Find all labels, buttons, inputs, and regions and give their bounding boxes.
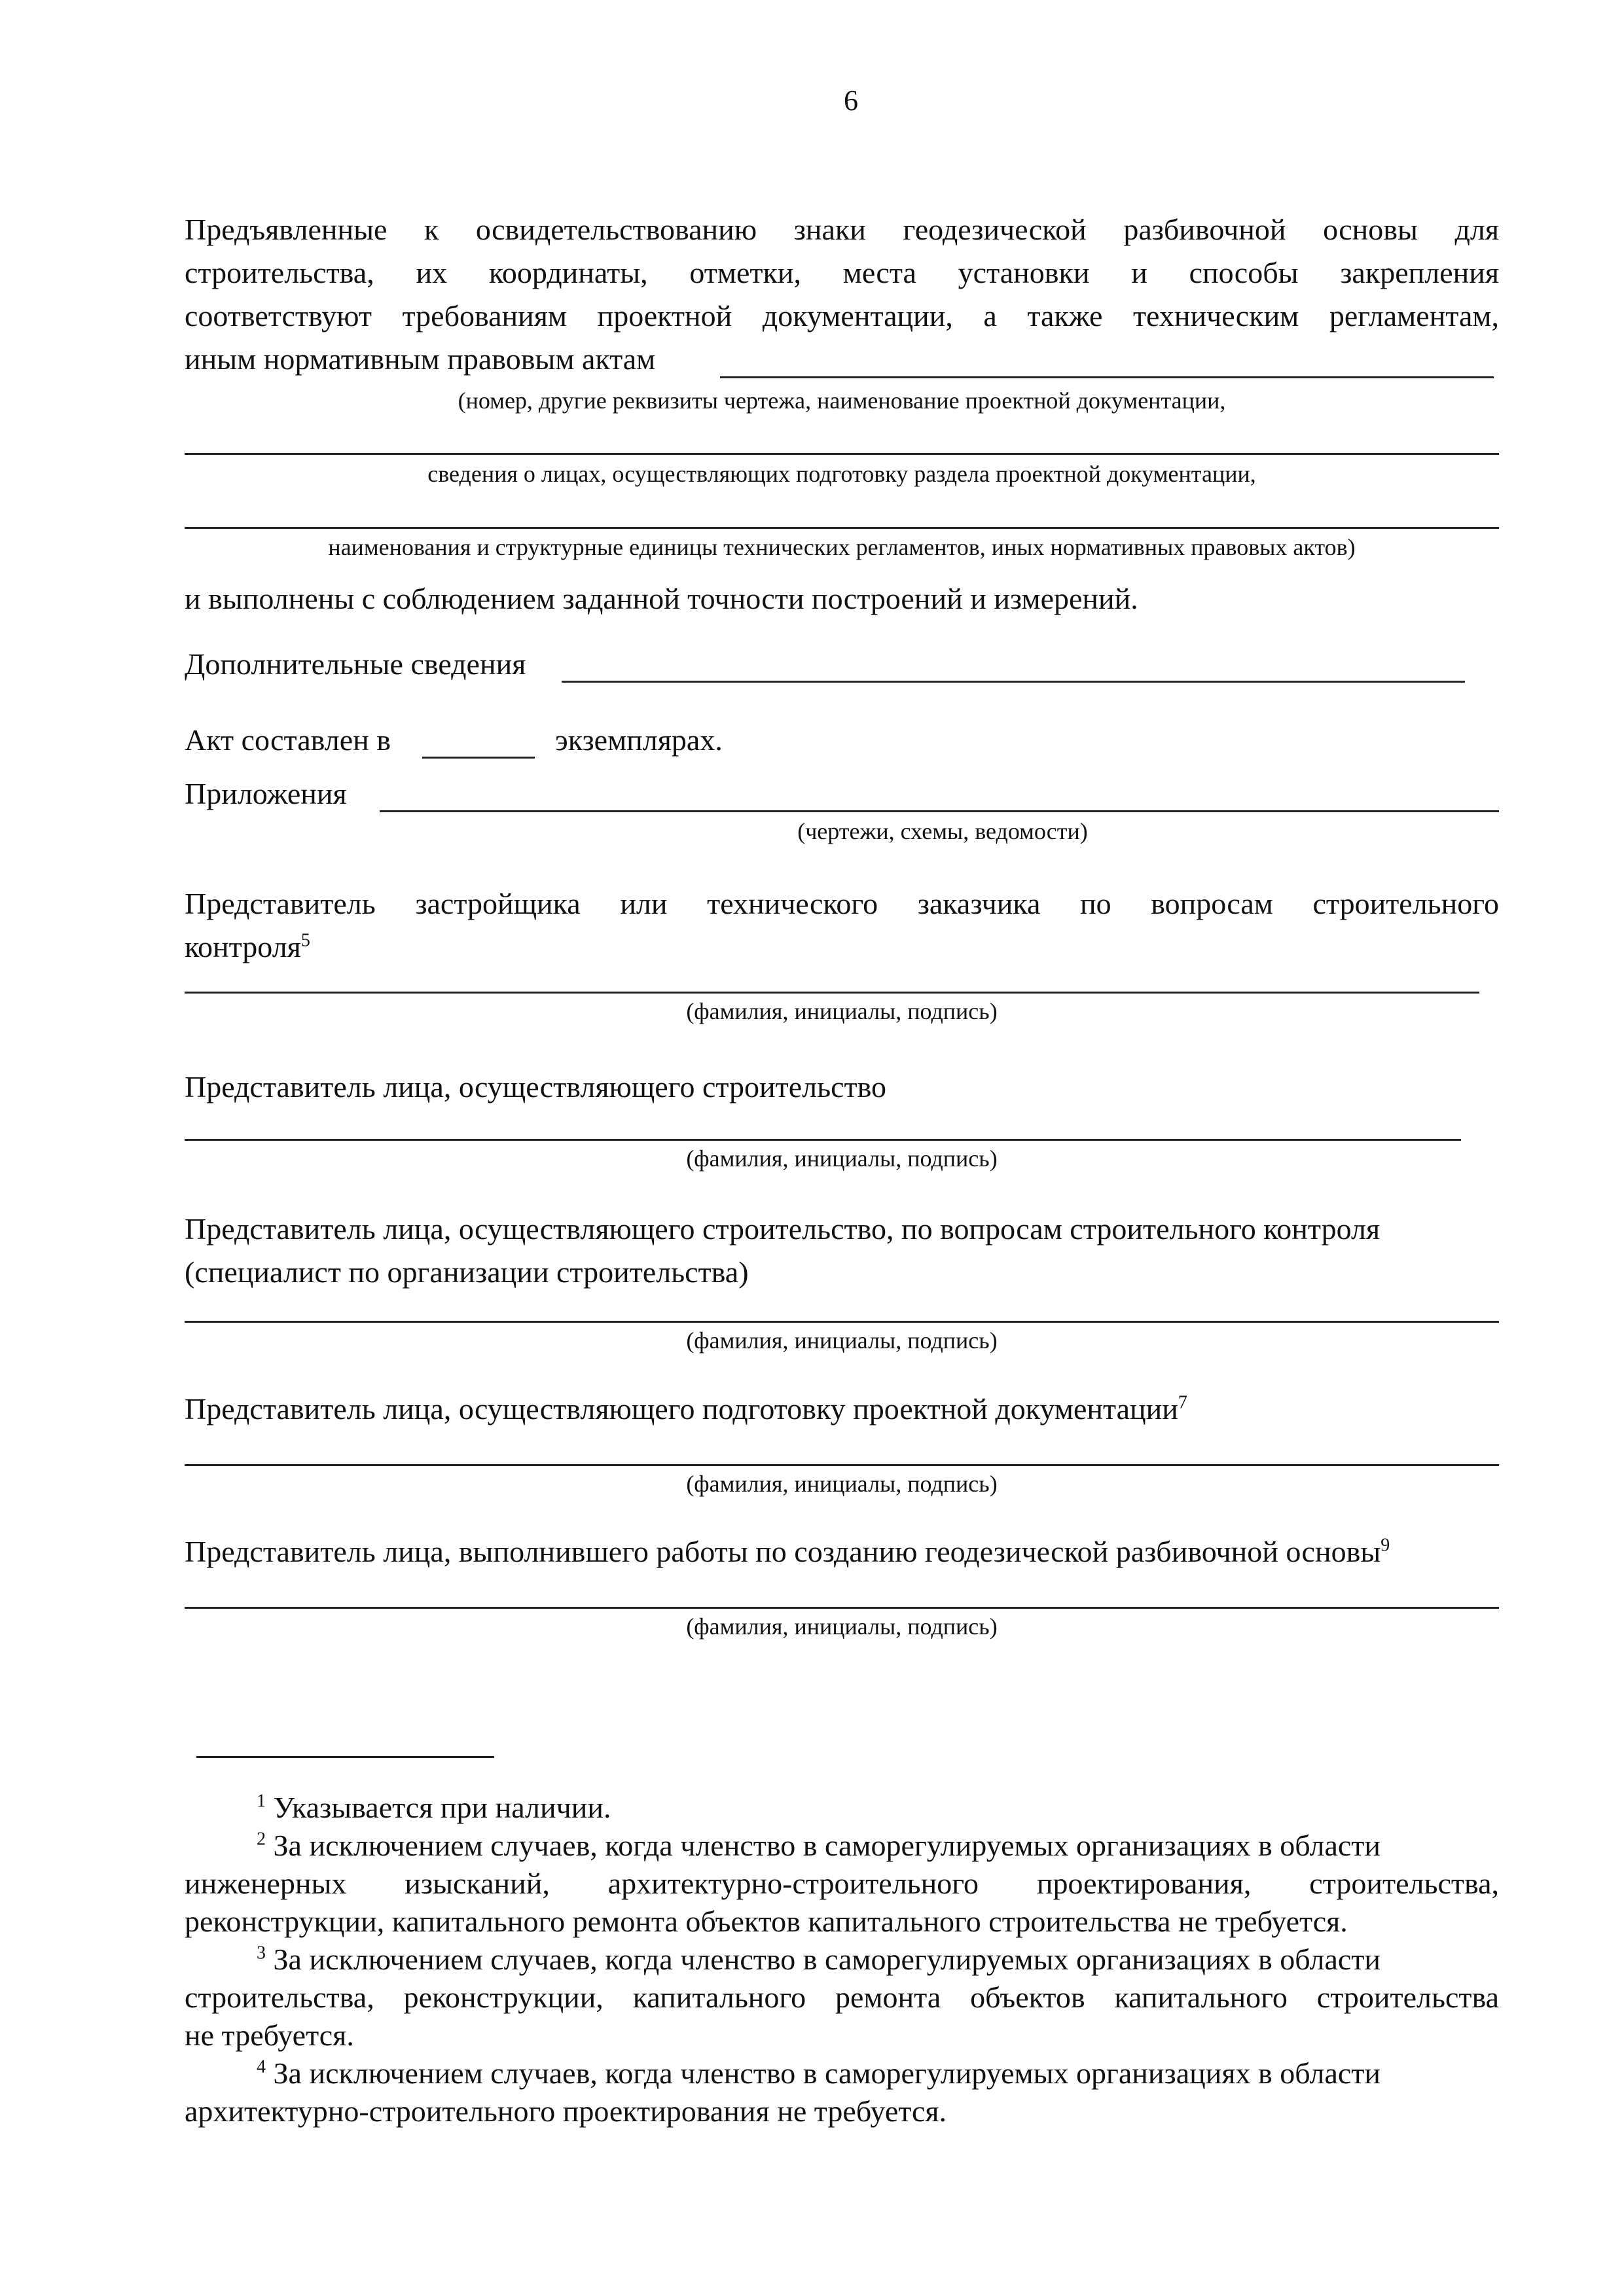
caption-drawing-details: (номер, другие реквизиты чертежа, наименование проектной документации, — [458, 387, 1226, 414]
intro-last-line: иным нормативным правовым актам — [185, 342, 656, 376]
representative-title-line: Представитель лица, осуществляющего подготовку проектной документации$^7$ — [185, 1392, 1187, 1426]
copies-prefix: Акт составлен в — [185, 723, 391, 757]
footnote-line: $^4$ За исключением случаев, когда членство в саморегулируемых организациях в области — [257, 2056, 1381, 2090]
signature-line — [185, 1321, 1499, 1323]
intro-line: соответствуют требованиям проектной документации, а также техническим регламентам, — [185, 299, 1499, 332]
intro-line: строительства, их координаты, отметки, места установки и способы закрепления — [185, 256, 1499, 289]
footnote-line: $^2$ За исключением случаев, когда членство в саморегулируемых организациях в области — [257, 1829, 1381, 1862]
designer-field-line — [185, 453, 1499, 455]
signature-line — [185, 1139, 1461, 1141]
footnote-line: не требуется. — [185, 2018, 354, 2052]
footnote-mark: 3 — [257, 1943, 266, 1964]
intro-line: Предъявленные к освидетельствованию знаки геодезической разбивочной основы для — [185, 213, 1499, 246]
representative-title-line: (специалист по организации строительства) — [185, 1255, 749, 1289]
caption-signature: (фамилия, инициалы, подпись) — [686, 1327, 998, 1354]
footnote-line: реконструкции, капитального ремонта объектов капитального строительства не требуется. — [185, 1905, 1348, 1938]
additional-info-label: Дополнительные сведения — [185, 647, 526, 681]
footnote-ref: 7 — [1178, 1392, 1187, 1413]
footnote-separator — [196, 1756, 494, 1758]
regulations-list-field-line — [185, 527, 1499, 529]
footnote-line: $^3$ За исключением случаев, когда членство в саморегулируемых организациях в области — [257, 1943, 1381, 1976]
copies-suffix: экземплярах. — [555, 723, 723, 757]
signature-line — [185, 992, 1479, 994]
signature-line — [185, 1464, 1499, 1466]
caption-attachments: (чертежи, схемы, ведомости) — [797, 818, 1088, 844]
caption-designer-info: сведения о лицах, осуществляющих подготовку раздела проектной документации, — [427, 461, 1256, 487]
footnote-line: строительства, реконструкции, капитального ремонта объектов капитального строительства — [185, 1981, 1499, 2014]
representative-title-line: контроля$^5$ — [185, 930, 310, 963]
representative-title-line: Представитель лица, выполнившего работы по созданию геодезической разбивочной основы$^9$ — [185, 1535, 1390, 1568]
caption-signature: (фамилия, инициалы, подпись) — [686, 998, 998, 1024]
copies-count-field-line — [422, 757, 535, 759]
attachments-label: Приложения — [185, 777, 347, 810]
caption-signature: (фамилия, инициалы, подпись) — [686, 1145, 998, 1172]
footnote-mark: 1 — [257, 1791, 266, 1812]
footnote-ref: 9 — [1380, 1535, 1390, 1556]
accuracy-text: и выполнены с соблюдением заданной точности построений и измерений. — [185, 582, 1138, 615]
footnote-line: инженерных изысканий, архитектурно-строительного проектирования, строительства, — [185, 1867, 1499, 1900]
representative-title-line: Представитель лица, осуществляющего строительство, по вопросам строительного контроля — [185, 1212, 1380, 1246]
signature-line — [185, 1607, 1499, 1609]
footnote-line: $^1$ Указывается при наличии. — [257, 1791, 611, 1824]
representative-title-line: Представитель застройщика или технического заказчика по вопросам строительного — [185, 887, 1499, 920]
additional-info-field-line — [562, 681, 1465, 683]
representative-title-line: Представитель лица, осуществляющего строительство — [185, 1070, 887, 1103]
caption-signature: (фамилия, инициалы, подпись) — [686, 1471, 998, 1497]
page-number: 6 — [844, 84, 858, 117]
regulations-field-line — [720, 376, 1494, 378]
attachments-field-line — [380, 810, 1499, 812]
footnote-mark: 4 — [257, 2056, 266, 2077]
footnote-ref: 5 — [300, 930, 310, 951]
footnote-mark: 2 — [257, 1829, 266, 1850]
footnote-line: архитектурно-строительного проектирования не требуется. — [185, 2094, 947, 2128]
caption-regulations: наименования и структурные единицы технических регламентов, иных нормативных правовых актов) — [328, 534, 1356, 560]
caption-signature: (фамилия, инициалы, подпись) — [686, 1613, 998, 1640]
